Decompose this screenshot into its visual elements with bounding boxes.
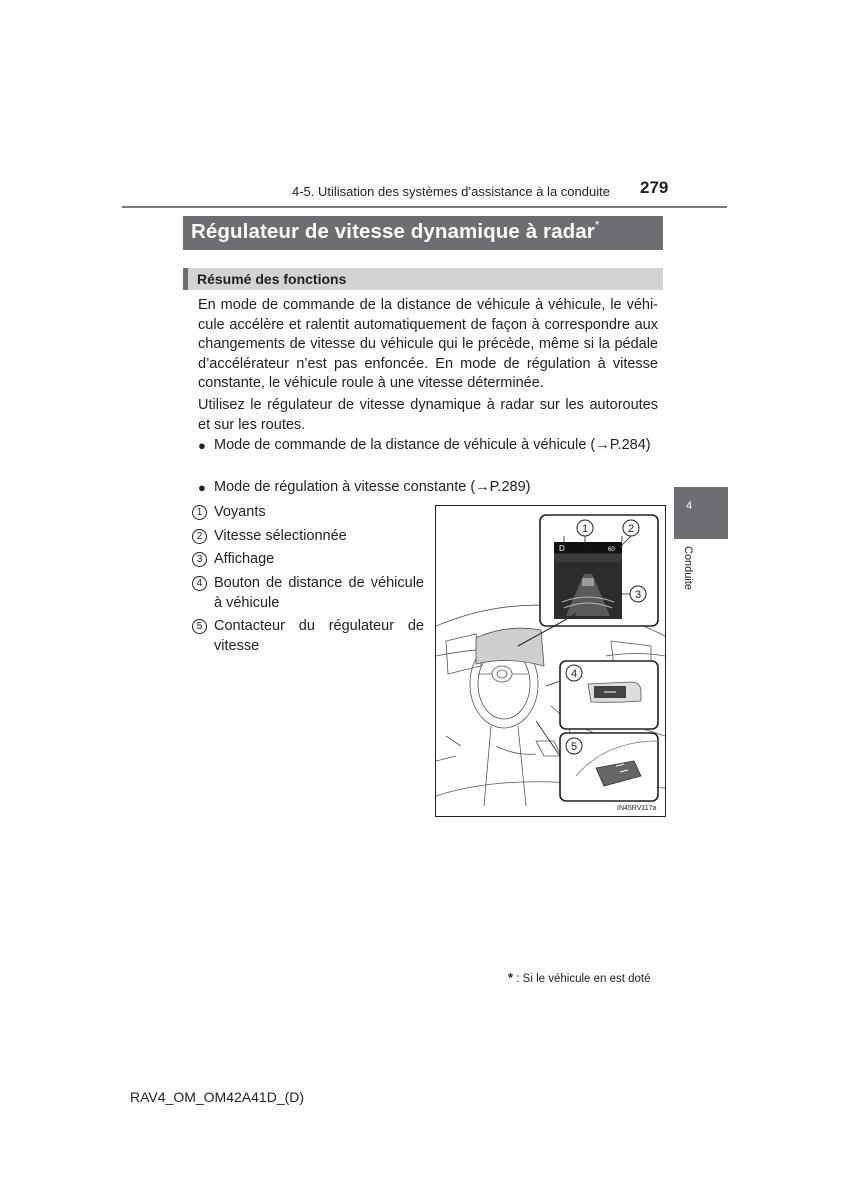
callout-1: 1: [581, 523, 589, 535]
chapter-tab-number: 4: [685, 500, 693, 512]
item-number-circle: 5: [192, 619, 207, 634]
dashboard-illustration: [435, 505, 666, 817]
item-number-circle: 2: [192, 529, 207, 544]
bullet-item: [198, 436, 658, 456]
display-gear-label: D: [559, 544, 565, 553]
title-footnote-star: *: [594, 218, 600, 232]
callout-5: 5: [570, 741, 578, 753]
illustration-code: IN45RV117a: [617, 805, 657, 812]
callout-2: 2: [627, 523, 635, 535]
item-text: Bouton de distance de véhicule à véhicule: [214, 575, 424, 611]
item-text: Vitesse sélectionnée: [214, 528, 347, 544]
page-title-text: Régulateur de vitesse dynamique à radar: [191, 220, 595, 243]
bullet-dot-icon: ●: [198, 438, 206, 453]
header-divider: [122, 206, 727, 208]
item-number-circle: 4: [192, 576, 207, 591]
bullet-item: [198, 478, 658, 498]
page-number: 279: [640, 178, 669, 197]
footnote-star: *: [508, 970, 514, 985]
bullet-text: Mode de régulation à vitesse constante (→P.289): [214, 479, 531, 495]
list-item: [192, 617, 424, 656]
bullet-text: Mode de commande de la distance de véhicule à véhicule (→P.284): [214, 437, 651, 453]
bullet-dot-icon: ●: [198, 480, 206, 495]
page-title: [191, 220, 600, 244]
list-item: [192, 503, 424, 523]
subheading-accent: [183, 268, 188, 290]
chapter-tab-label: Conduite: [682, 546, 694, 591]
item-number-circle: 3: [192, 552, 207, 567]
list-item: [192, 574, 424, 613]
paragraph-1: En mode de commande de la distance de véhicule à véhicule, le véhi-cule accélère et ralentit automatiquement de façon à correspondre aux changements de vitesse du véhicule qui le précède, même si la pédale d’accélérateur n’est pas enfoncée. En mode de régulation à vitesse constante, le véhicule roule à une vitesse déterminée.: [198, 297, 658, 392]
paragraph-2: Utilisez le régulateur de vitesse dynamique à radar sur les autoroutes et sur les routes.: [198, 397, 658, 433]
item-text: Voyants: [214, 504, 266, 520]
item-text: Contacteur du régulateur de vitesse: [214, 618, 424, 654]
list-item: [192, 527, 424, 547]
chapter-tab: [674, 487, 728, 539]
header-section-title: 4-5. Utilisation des systèmes d’assistance à la conduite: [292, 184, 610, 199]
item-number-circle: 1: [192, 505, 207, 520]
footnote: [508, 970, 651, 985]
callout-4: 4: [570, 668, 578, 680]
callout-3: 3: [634, 589, 642, 601]
display-speed-label: 60: [608, 547, 615, 553]
subheading: Résumé des fonctions: [197, 271, 347, 287]
footnote-text: : Si le véhicule en est doté: [516, 973, 651, 985]
list-item: [192, 550, 424, 570]
dashboard-drawing: [436, 506, 665, 816]
item-text: Affichage: [214, 551, 275, 567]
document-code: RAV4_OM_OM42A41D_(D): [130, 1089, 305, 1105]
